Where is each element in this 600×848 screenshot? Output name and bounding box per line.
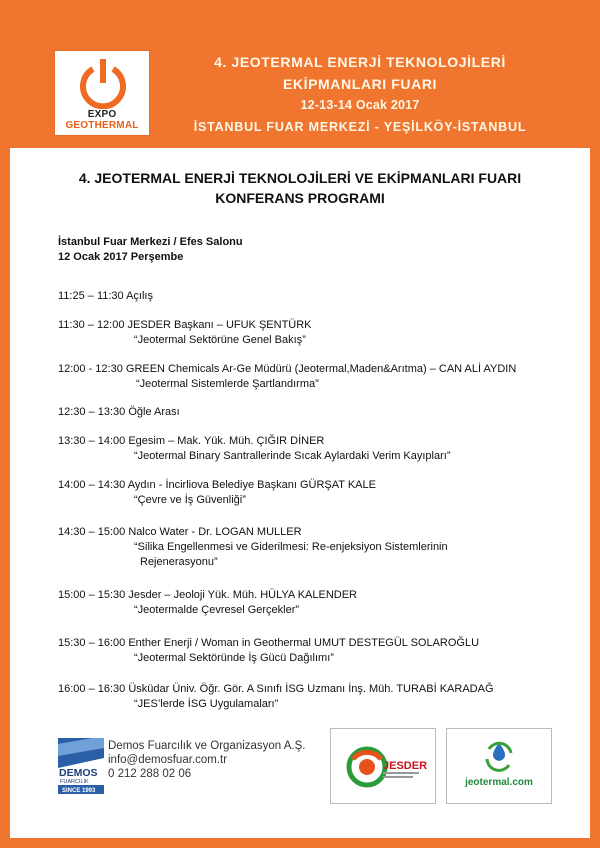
program-item: 14:00 – 14:30 Aydın - İncirliova Belediye Başkanı GÜRŞAT KALE “Çevre ve İş Güvenliği” <box>58 479 376 506</box>
jesder-logo <box>330 728 436 804</box>
venue-label: İstanbul Fuar Merkezi / Efes Salonu <box>58 236 243 248</box>
demos-logo-subtitle: FUARCILIK <box>60 779 89 785</box>
program-item: 11:25 – 11:30 Açılış <box>58 290 153 302</box>
program-item: 13:30 – 14:00 Egesim – Mak. Yük. Müh. ÇIĞIR DİNER “Jeotermal Binary Santrallerinde Sıcak Aylardaki Verim Kayıpları” <box>58 435 451 462</box>
banner-title-line2: EKİPMANLARI FUARI <box>282 76 438 92</box>
program-item: 14:30 – 15:00 Nalco Water - Dr. LOGAN MULLER “Silika Engellenmesi ve Giderilmesi: Re-enjeksiyon Sistemlerinin Rejenerasyonu” <box>58 526 448 568</box>
document-subtitle: KONFERANS PROGRAMI <box>215 190 385 206</box>
company-phone: 0 212 288 02 06 <box>108 768 192 780</box>
company-name: Demos Fuarcılık ve Organizasyon A.Ş. <box>108 740 306 752</box>
demos-logo-wordmark: DEMOS <box>59 767 98 779</box>
demos-logo <box>58 738 104 794</box>
logo-text: EXPO GEOTHERMAL <box>65 109 139 131</box>
program-item: 11:30 – 12:00 JESDER Başkanı – UFUK ŞENTÜRK “Jeotermal Sektörüne Genel Bakış” <box>58 319 312 346</box>
company-contact <box>108 739 306 781</box>
banner-title-line1: 4. JEOTERMAL ENERJİ TEKNOLOJİLERİ <box>214 54 506 70</box>
date-label: 12 Ocak 2017 Perşembe <box>58 251 184 263</box>
program-item: 12:00 - 12:30 GREEN Chemicals Ar-Ge Müdürü (Jeotermal,Maden&Arıtma) – CAN ALİ AYDIN “Jeotermal Sistemlerde Şartlandırma” <box>58 363 517 390</box>
document-title: 4. JEOTERMAL ENERJİ TEKNOLOJİLERİ VE EKİPMANLARI FUARI <box>78 170 522 186</box>
program-item: 12:30 – 13:30 Öğle Arası <box>58 406 180 418</box>
banner-location: İSTANBUL FUAR MERKEZİ - YEŞİLKÖY-İSTANBUL <box>193 120 527 134</box>
expo-geothermal-logo <box>54 50 150 136</box>
jesder-label: JESDER <box>383 760 428 772</box>
program-item: 15:00 – 15:30 Jesder – Jeoloji Yük. Müh. HÜLYA KALENDER “Jeotermalde Çevresel Gerçekler” <box>58 589 357 616</box>
program-item: 16:00 – 16:30 Üsküdar Üniv. Öğr. Gör. A Sınıfı İSG Uzmanı İnş. Müh. TURABİ KARADAĞ “JES’lerde İSG Uygulamaları” <box>58 683 494 710</box>
jeotermal-label: jeotermal.com <box>465 777 533 788</box>
banner-dates: 12-13-14 Ocak 2017 <box>300 98 420 112</box>
header-banner <box>0 0 600 148</box>
jeotermal-com-logo <box>446 728 552 804</box>
demos-logo-since: SINCE 1993 <box>62 788 96 794</box>
power-icon <box>77 57 129 109</box>
company-email: info@demosfuar.com.tr <box>108 754 228 766</box>
program-item: 15:30 – 16:00 Enther Enerji / Woman in Geothermal UMUT DESTEGÜL SOLAROĞLU “Jeotermal Sektöründe İş Gücü Dağılımı” <box>58 637 480 664</box>
